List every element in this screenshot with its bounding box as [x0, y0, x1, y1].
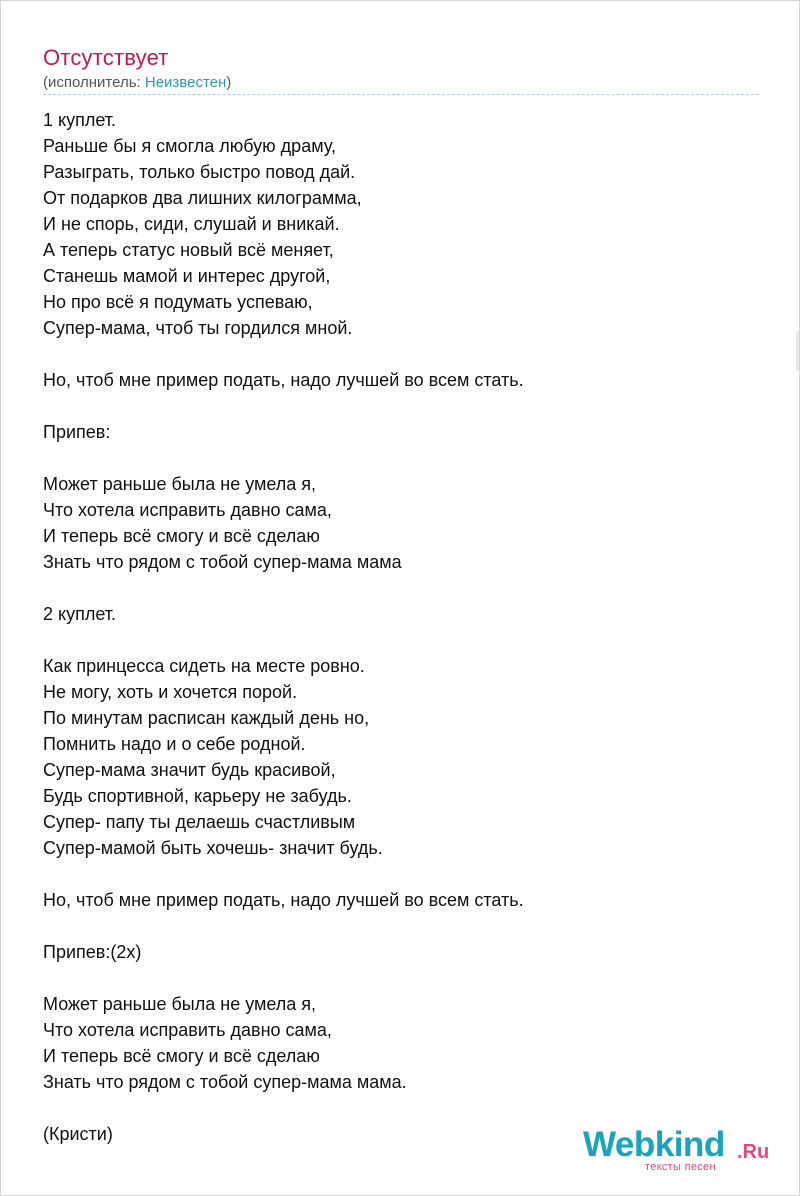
lyric-line: Супер-мамой быть хочешь- значит будь. [43, 838, 383, 858]
lyric-line: Разыграть, только быстро повод дай. [43, 162, 356, 182]
lyric-line [43, 445, 763, 471]
lyric-line: Что хотела исправить давно сама, [43, 1020, 332, 1040]
lyric-line: Раньше бы я смогла любую драму, [43, 136, 336, 156]
lyric-line [43, 861, 763, 887]
lyric-line: А теперь статус новый всё меняет, [43, 240, 334, 260]
lyric-line: Знать что рядом с тобой супер-мама мама. [43, 1072, 407, 1092]
artist-link[interactable]: Неизвестен [144, 74, 227, 91]
title-divider [43, 94, 759, 95]
lyric-line: Будь спортивной, карьеру не забудь. [43, 786, 352, 806]
lyric-line: Помнить надо и о себе родной. [43, 734, 306, 754]
artist-suffix: ) [226, 74, 232, 91]
lyric-line [43, 341, 763, 367]
lyric-line [43, 575, 763, 601]
lyric-line: Припев: [43, 422, 111, 442]
lyric-line: 1 куплет. [43, 110, 117, 130]
lyric-line: Может раньше была не умела я, [43, 994, 317, 1014]
lyric-line: И не спорь, сиди, слушай и вникай. [43, 214, 340, 234]
lyric-line: Супер- папу ты делаешь счастливым [43, 812, 356, 832]
artist-prefix: (исполнитель: [43, 74, 145, 91]
lyric-line: Но про всё я подумать успеваю, [43, 292, 313, 312]
song-title: Отсутствует [43, 45, 169, 70]
lyric-line: Но, чтоб мне пример подать, надо лучшей во всем стать. [43, 370, 524, 390]
lyric-line: Но, чтоб мне пример подать, надо лучшей во всем стать. [43, 890, 524, 910]
site-logo[interactable] [583, 1125, 783, 1181]
artist-line [43, 74, 231, 91]
lyric-line: 2 куплет. [43, 604, 117, 624]
lyric-line: Может раньше была не умела я, [43, 474, 317, 494]
lyric-line: Станешь мамой и интерес другой, [43, 266, 331, 286]
lyric-line: Знать что рядом с тобой супер-мама мама [43, 552, 402, 572]
lyric-line: И теперь всё смогу и всё сделаю [43, 1046, 320, 1066]
lyric-line: От подарков два лишних килограмма, [43, 188, 362, 208]
scrollbar-hint [796, 331, 799, 371]
lyric-line: Супер-мама, чтоб ты гордился мной. [43, 318, 353, 338]
lyric-line: Как принцесса сидеть на месте ровно. [43, 656, 365, 676]
lyric-line [43, 965, 763, 991]
lyric-line: Что хотела исправить давно сама, [43, 500, 332, 520]
lyric-line: Припев:(2х) [43, 942, 142, 962]
logo-subtitle: тексты песен [645, 1161, 716, 1173]
lyric-line: Супер-мама значит будь красивой, [43, 760, 336, 780]
lyric-line: (Кристи) [43, 1124, 113, 1144]
lyrics-body [43, 107, 763, 1147]
lyric-line: Не могу, хоть и хочется порой. [43, 682, 298, 702]
lyric-line: И теперь всё смогу и всё сделаю [43, 526, 320, 546]
logo-wordmark: Webkind [583, 1125, 725, 1164]
lyric-line: По минутам расписан каждый день но, [43, 708, 370, 728]
lyric-line [43, 913, 763, 939]
logo-domain: .Ru [737, 1141, 770, 1163]
lyric-line [43, 393, 763, 419]
lyric-line [43, 1095, 763, 1121]
lyric-line [43, 627, 763, 653]
